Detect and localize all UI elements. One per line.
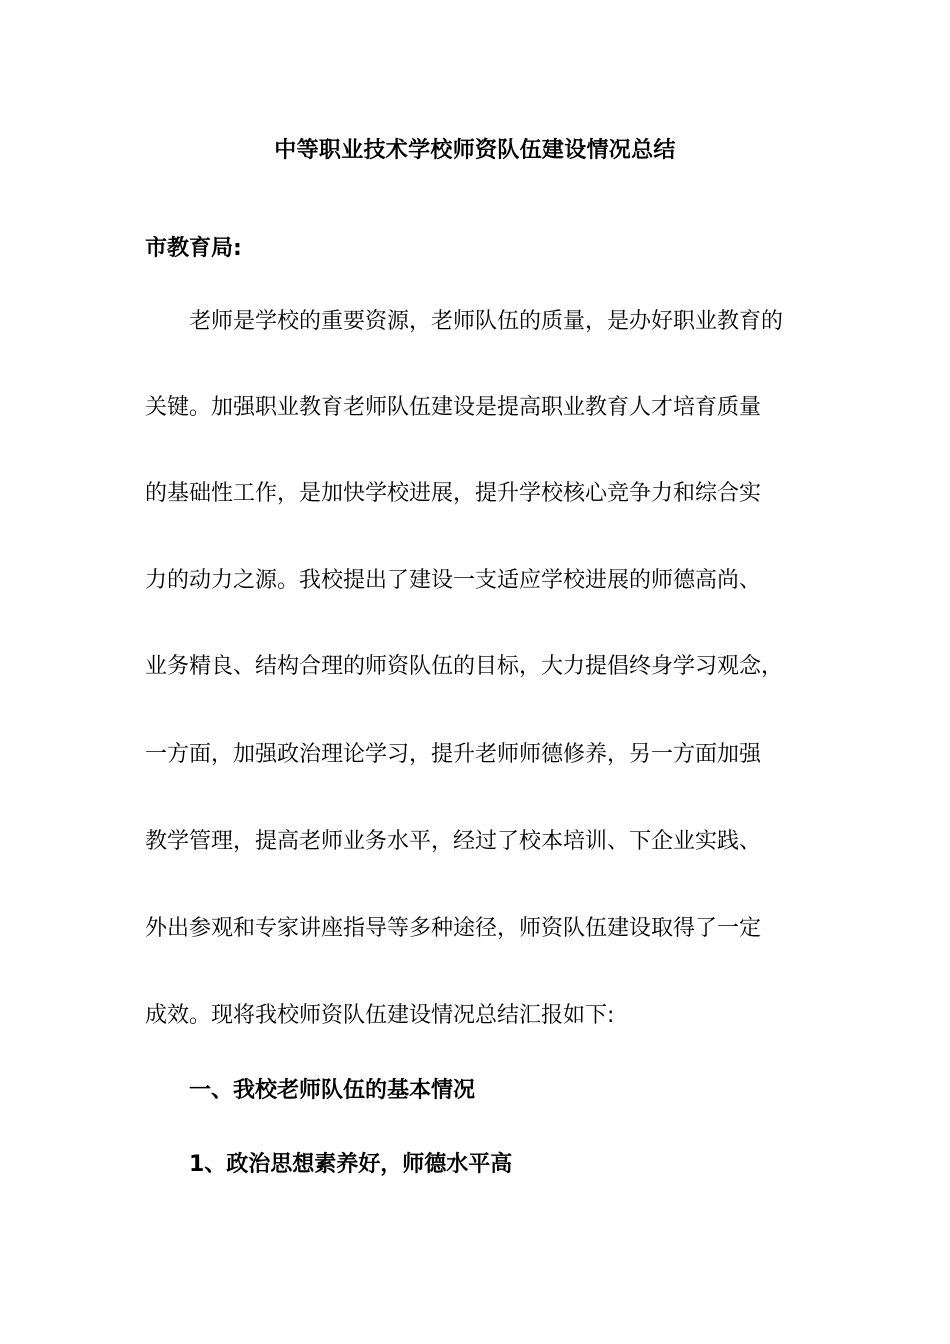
body-line: 一方面，加强政治理论学习，提升老师师德修养，另一方面加强 bbox=[145, 742, 762, 767]
body-line: 的基础性工作，是加快学校进展，提升学校核心竞争力和综合实 bbox=[145, 481, 762, 506]
document-title: 中等职业技术学校师资队伍建设情况总结 bbox=[274, 138, 676, 163]
body-line: 关键。加强职业教育老师队伍建设是提高职业教育人才培育质量 bbox=[145, 395, 762, 420]
body-line: 老师是学校的重要资源，老师队伍的质量，是办好职业教育的 bbox=[189, 309, 784, 334]
salutation: 市教育局: bbox=[145, 236, 242, 261]
body-line: 外出参观和专家讲座指导等多种途径，师资队伍建设取得了一定 bbox=[145, 916, 762, 941]
subsection-heading: 1、政治思想素养好，师德水平高 bbox=[189, 1152, 513, 1177]
body-line: 教学管理，提高老师业务水平，经过了校本培训、下企业实践、 bbox=[145, 829, 762, 854]
section-heading: 一、我校老师队伍的基本情况 bbox=[189, 1078, 476, 1103]
body-line: 成效。现将我校师资队伍建设情况总结汇报如下: bbox=[145, 1003, 615, 1028]
body-line: 业务精良、结构合理的师资队伍的目标，大力提倡终身学习观念， bbox=[145, 654, 784, 679]
body-line: 力的动力之源。我校提出了建设一支适应学校进展的师德高尚、 bbox=[145, 568, 762, 593]
